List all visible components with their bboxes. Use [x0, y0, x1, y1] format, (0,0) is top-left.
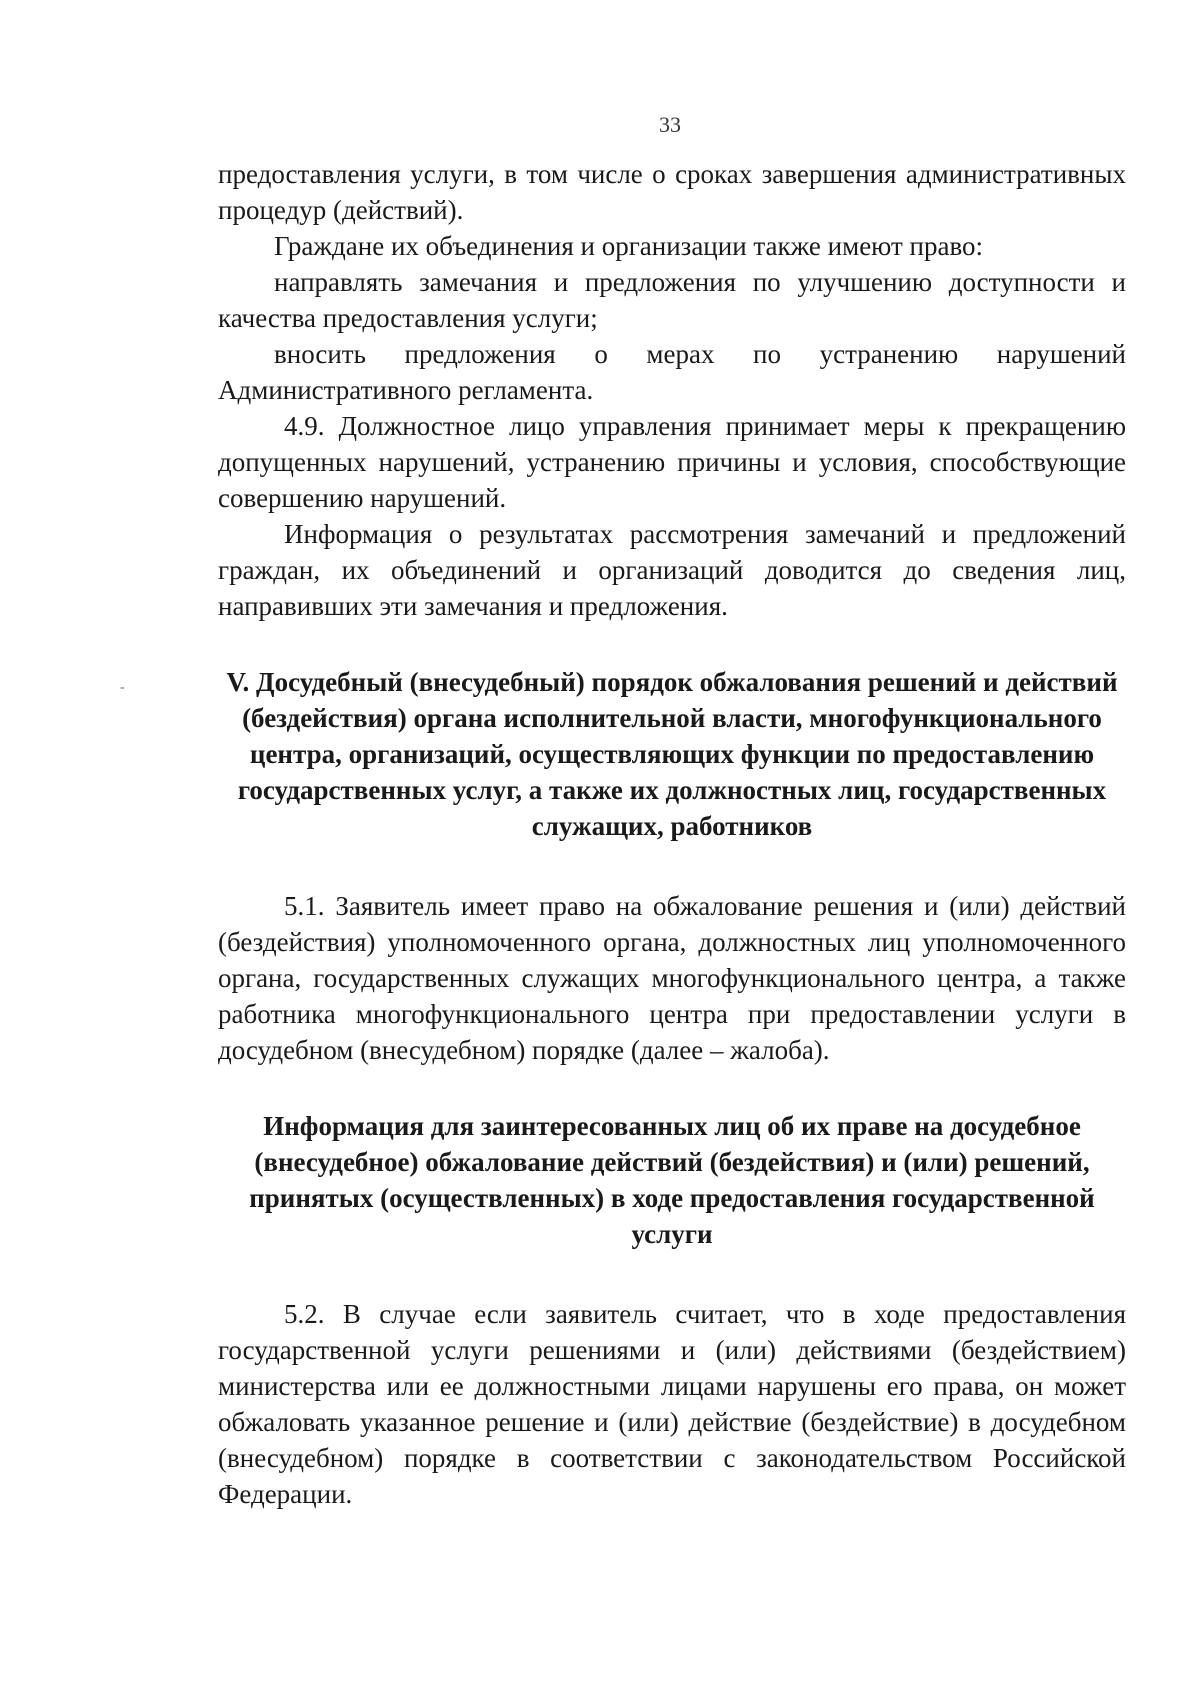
paragraph-right-proposals: вносить предложения о мерах по устранению нарушений Административного регламента.	[218, 339, 1126, 405]
info-heading: Информация для заинтересованных лиц об их праве на досудебное (внесудебное) обжалование действий (бездействия) и (или) решений, принятых (осуществленных) в ходе предоставления государственной услуги	[249, 1111, 1095, 1249]
section-v-heading: V. Досудебный (внесудебный) порядок обжалования решений и действий (бездействия) органа исполнительной власти, многофункционального центра, организаций, осуществляющих функции по предоставлению государственных услуг, а также их должностных лиц, государственных служащих, работников	[226, 667, 1118, 841]
paragraph-5-1: 5.1. Заявитель имеет право на обжалование решения и (или) действий (бездействия) уполномоченного органа, должностных лиц уполномоченного органа, государственных служащих многофункционального центра, а также работника многофункционального центра при предоставлении услуги в досудебном (внесудебном) порядке (далее – жалоба).	[218, 891, 1126, 1065]
margin-mark: -	[120, 680, 125, 695]
paragraph-right-remarks: направлять замечания и предложения по улучшению доступности и качества предоставления услуги;	[218, 267, 1126, 333]
paragraph-4-9: 4.9. Должностное лицо управления принимает меры к прекращению допущенных нарушений, устранению причины и условия, способствующие совершению нарушений.	[218, 411, 1126, 513]
paragraph-results-info: Информация о результатах рассмотрения замечаний и предложений граждан, их объединений и организаций доводится до сведения лиц, направивших эти замечания и предложения.	[218, 519, 1126, 621]
page-content	[218, 156, 1126, 1512]
paragraph-rights-intro: Граждане их объединения и организации также имеют право:	[274, 231, 984, 261]
paragraph-5-2: 5.2. В случае если заявитель считает, что в ходе предоставления государственной услуги решениями и (или) действиями (бездействием) министерства или ее должностными лицами нарушены его права, он может обжаловать указанное решение и (или) действие (бездействие) в досудебном (внесудебном) порядке в соответствии с законодательством Российской Федерации.	[218, 1299, 1126, 1509]
paragraph-continuation: предоставления услуги, в том числе о сроках завершения административных процедур (действий).	[218, 159, 1126, 225]
page-number: 33	[659, 112, 681, 137]
